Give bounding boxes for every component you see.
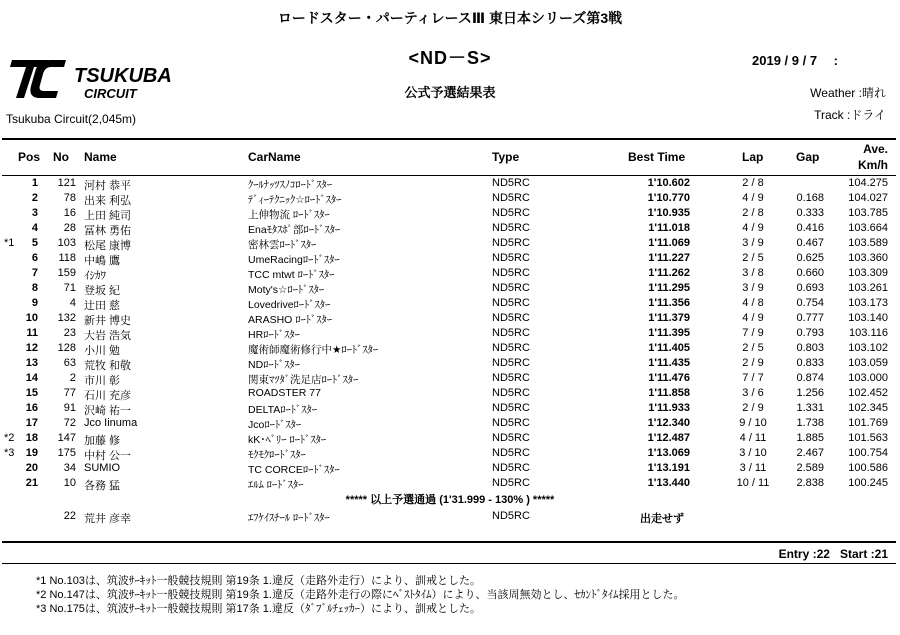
row-ave-speed: 103.664 bbox=[848, 222, 888, 234]
row-type: ND5RC bbox=[492, 432, 530, 444]
row-type: ND5RC bbox=[492, 462, 530, 474]
table-row bbox=[0, 342, 900, 357]
row-lap: 3 / 9 bbox=[742, 282, 764, 294]
row-name: 河村 恭平 bbox=[84, 180, 132, 192]
track-label: Track : bbox=[814, 108, 851, 122]
row-lap: 3 / 8 bbox=[742, 267, 764, 279]
row-ave-speed: 103.309 bbox=[848, 267, 888, 279]
row-name: 登坂 紀 bbox=[84, 285, 121, 297]
table-row bbox=[0, 297, 900, 312]
table-row bbox=[0, 462, 900, 477]
row-status: 出走せず bbox=[640, 513, 684, 525]
row-lap: 10 / 11 bbox=[736, 477, 770, 489]
row-gap: 0.833 bbox=[796, 357, 824, 369]
row-best-time: 1'12.340 bbox=[647, 417, 690, 429]
row-ave-speed: 102.452 bbox=[848, 387, 888, 399]
row-best-time: 1'11.356 bbox=[648, 297, 690, 309]
row-ave-speed: 104.027 bbox=[848, 192, 888, 204]
summary-top-rule bbox=[2, 541, 896, 543]
table-row bbox=[0, 372, 900, 387]
table-row bbox=[0, 312, 900, 327]
row-pos: 17 bbox=[25, 417, 38, 429]
row-best-time: 1'10.935 bbox=[647, 207, 690, 219]
row-name: 中嶋 鷹 bbox=[84, 255, 121, 267]
table-row bbox=[0, 207, 900, 222]
row-type: ND5RC bbox=[492, 177, 530, 189]
row-lap: 4 / 9 bbox=[742, 312, 764, 324]
table-row bbox=[0, 357, 900, 372]
track-info bbox=[814, 106, 886, 123]
row-pos: 10 bbox=[25, 312, 38, 324]
row-no: 34 bbox=[63, 462, 76, 474]
row-gap: 0.660 bbox=[796, 267, 824, 279]
row-pos: 2 bbox=[31, 192, 38, 204]
row-car: NDﾛｰﾄﾞｽﾀｰ bbox=[248, 359, 300, 371]
table-row bbox=[0, 192, 900, 207]
table-row bbox=[0, 177, 900, 192]
row-car: 密林雲ﾛｰﾄﾞｽﾀｰ bbox=[248, 239, 317, 251]
row-ave-speed: 100.754 bbox=[848, 447, 888, 459]
row-gap: 0.754 bbox=[796, 297, 824, 309]
row-car: ｴﾙﾑ ﾛｰﾄﾞｽﾀｰ bbox=[248, 479, 304, 491]
row-no: 72 bbox=[63, 417, 76, 429]
row-best-time: 1'11.395 bbox=[648, 327, 690, 339]
row-type: ND5RC bbox=[492, 510, 530, 522]
row-no: 159 bbox=[57, 267, 76, 279]
table-row bbox=[0, 432, 900, 447]
row-car: TCC mtwt ﾛｰﾄﾞｽﾀｰ bbox=[248, 269, 335, 281]
row-gap: 0.416 bbox=[796, 222, 824, 234]
row-no: 10 bbox=[63, 477, 76, 489]
row-ave-speed: 103.140 bbox=[848, 312, 888, 324]
row-car: UmeRacingﾛｰﾄﾞｽﾀｰ bbox=[248, 254, 340, 266]
row-pos: 6 bbox=[31, 252, 38, 264]
col-ave-unit: Km/h bbox=[858, 158, 888, 172]
row-lap: 2 / 9 bbox=[742, 357, 764, 369]
col-best-time: Best Time bbox=[628, 150, 686, 164]
row-type: ND5RC bbox=[492, 327, 530, 339]
row-car: Enaﾓﾀｽﾎﾟ部ﾛｰﾄﾞｽﾀｰ bbox=[248, 224, 341, 236]
row-car: 関東ﾏﾂﾀﾞ洗足店ﾛｰﾄﾞｽﾀｰ bbox=[248, 374, 359, 386]
row-no: 78 bbox=[63, 192, 76, 204]
row-lap: 3 / 11 bbox=[739, 462, 767, 474]
row-pos: 5 bbox=[31, 237, 38, 249]
col-pos: Pos bbox=[18, 150, 41, 164]
row-best-time: 1'11.227 bbox=[648, 252, 690, 264]
row-no: 103 bbox=[57, 237, 76, 249]
weather-value: 晴れ bbox=[861, 86, 886, 100]
row-type: ND5RC bbox=[492, 342, 530, 354]
col-lap: Lap bbox=[742, 150, 764, 164]
row-car: ﾃﾞｨｰﾃｸﾆｯｸ☆ﾛｰﾄﾞｽﾀｰ bbox=[248, 194, 342, 206]
row-pos: 9 bbox=[31, 297, 38, 309]
row-name: 出来 利弘 bbox=[84, 195, 132, 207]
weather-label: Weather : bbox=[810, 86, 862, 100]
row-no: 2 bbox=[69, 372, 76, 384]
row-type: ND5RC bbox=[492, 477, 530, 489]
row-type: ND5RC bbox=[492, 417, 530, 429]
qualify-cutoff-line: ***** 以上予選通過 (1'31.999 - 130% ) ***** bbox=[345, 494, 555, 506]
row-pos: 7 bbox=[31, 267, 38, 279]
table-row bbox=[0, 327, 900, 342]
row-type: ND5RC bbox=[492, 252, 530, 264]
row-gap: 1.256 bbox=[796, 387, 824, 399]
row-car: 魔術師魔術修行中★ﾛｰﾄﾞｽﾀｰ bbox=[248, 344, 379, 356]
row-gap: 0.803 bbox=[796, 342, 824, 354]
row-no: 71 bbox=[63, 282, 76, 294]
row-gap: 0.467 bbox=[796, 237, 824, 249]
row-name: 辻田 慈 bbox=[84, 300, 121, 312]
row-gap: 0.874 bbox=[796, 372, 824, 384]
col-no: No bbox=[53, 150, 69, 164]
row-car: HRﾛｰﾄﾞｽﾀｰ bbox=[248, 329, 300, 341]
row-car: kK･ﾍﾞﾘｰ ﾛｰﾄﾞｽﾀｰ bbox=[248, 434, 327, 446]
row-best-time: 1'13.191 bbox=[647, 462, 690, 474]
row-ave-speed: 103.000 bbox=[848, 372, 888, 384]
row-lap: 2 / 8 bbox=[742, 177, 764, 189]
row-lap: 9 / 10 bbox=[739, 417, 767, 429]
row-type: ND5RC bbox=[492, 282, 530, 294]
entry-summary bbox=[779, 547, 888, 561]
row-type: ND5RC bbox=[492, 237, 530, 249]
row-type: ND5RC bbox=[492, 447, 530, 459]
row-pos: 4 bbox=[31, 222, 38, 234]
row-name: 上田 純司 bbox=[84, 210, 132, 222]
row-ave-speed: 103.059 bbox=[848, 357, 888, 369]
row-pos: 19 bbox=[25, 447, 38, 459]
row-penalty-note: *2 bbox=[4, 432, 15, 444]
row-penalty-note: *1 bbox=[4, 237, 15, 249]
row-pos: 8 bbox=[31, 282, 38, 294]
row-ave-speed: 102.345 bbox=[848, 402, 888, 414]
row-no: 23 bbox=[63, 327, 76, 339]
row-lap: 2 / 9 bbox=[742, 402, 764, 414]
row-ave-speed: 103.785 bbox=[848, 207, 888, 219]
col-car: CarName bbox=[248, 150, 301, 164]
row-type: ND5RC bbox=[492, 372, 530, 384]
row-no: 16 bbox=[63, 207, 76, 219]
tc-logo-icon bbox=[8, 54, 208, 104]
row-ave-speed: 103.261 bbox=[848, 282, 888, 294]
row-ave-speed: 100.586 bbox=[848, 462, 888, 474]
row-name: Jco Iinuma bbox=[84, 417, 138, 429]
row-car: 上伸物流 ﾛｰﾄﾞｽﾀｰ bbox=[248, 209, 330, 221]
logo-text: TSUKUBA bbox=[74, 65, 172, 87]
row-car: Jcoﾛｰﾄﾞｽﾀｰ bbox=[248, 419, 302, 431]
row-type: ND5RC bbox=[492, 207, 530, 219]
col-gap: Gap bbox=[796, 150, 820, 164]
table-row bbox=[0, 282, 900, 297]
row-penalty-note: *3 bbox=[4, 447, 15, 459]
row-no: 63 bbox=[63, 357, 76, 369]
row-no: 128 bbox=[57, 342, 76, 354]
row-type: ND5RC bbox=[492, 267, 530, 279]
row-lap: 4 / 9 bbox=[742, 222, 764, 234]
row-car: ｴﾌｹｲｽﾁｰﾙ ﾛｰﾄﾞｽﾀｰ bbox=[248, 512, 330, 524]
row-name: 小川 勉 bbox=[84, 345, 121, 357]
row-pos: 21 bbox=[25, 477, 38, 489]
table-row bbox=[0, 447, 900, 462]
row-car: Moty's☆ﾛｰﾄﾞｽﾀｰ bbox=[248, 284, 325, 296]
row-name: 市川 彰 bbox=[84, 375, 121, 387]
row-gap: 1.885 bbox=[796, 432, 824, 444]
document-title: ロードスター・パーティレースⅢ 東日本シリーズ第3戦 bbox=[277, 10, 623, 26]
weather-info bbox=[810, 84, 886, 101]
row-lap: 7 / 9 bbox=[742, 327, 764, 339]
row-lap: 3 / 9 bbox=[742, 237, 764, 249]
row-pos: 18 bbox=[25, 432, 38, 444]
row-best-time: 1'11.295 bbox=[648, 282, 690, 294]
row-ave-speed: 100.245 bbox=[848, 477, 888, 489]
row-best-time: 1'11.933 bbox=[648, 402, 690, 414]
row-pos: 15 bbox=[25, 387, 38, 399]
document-subtitle: 公式予選結果表 bbox=[404, 85, 496, 100]
row-best-time: 1'11.262 bbox=[648, 267, 690, 279]
row-lap: 4 / 8 bbox=[742, 297, 764, 309]
row-lap: 4 / 9 bbox=[742, 192, 764, 204]
row-lap: 2 / 5 bbox=[742, 342, 764, 354]
row-pos: 14 bbox=[25, 372, 38, 384]
row-name: 冨林 勇佑 bbox=[84, 225, 132, 237]
footnote: *2 No.147は、筑波ｻｰｷｯﾄ一般競技規則 第19条 1.違反（走路外走行の際にﾍﾞｽﾄﾀｲﾑ）により、当該周無効とし、ｾｶﾝﾄﾞﾀｲﾑ採用とした。 bbox=[36, 589, 685, 601]
row-name: 松尾 康博 bbox=[84, 240, 132, 252]
row-gap: 0.333 bbox=[796, 207, 824, 219]
track-value: ドライ bbox=[850, 108, 886, 122]
row-no: 4 bbox=[69, 297, 76, 309]
summary-bottom-rule bbox=[2, 563, 896, 564]
row-no: 22 bbox=[63, 510, 76, 522]
row-no: 77 bbox=[63, 387, 76, 399]
footnote: *3 No.175は、筑波ｻｰｷｯﾄ一般競技規則 第17条 1.違反（ﾀﾞﾌﾞﾙﾁｪｯｶｰ）により、訓戒とした。 bbox=[36, 603, 481, 615]
circuit-name: Tsukuba Circuit(2,045m) bbox=[6, 112, 137, 126]
row-name: 荒井 彦幸 bbox=[84, 513, 132, 525]
row-best-time: 1'11.379 bbox=[648, 312, 690, 324]
row-pos: 1 bbox=[31, 177, 38, 189]
row-pos: 12 bbox=[25, 342, 38, 354]
row-name: 中村 公一 bbox=[84, 450, 132, 462]
col-ave: Ave. bbox=[863, 142, 888, 156]
row-lap: 4 / 11 bbox=[739, 432, 767, 444]
row-best-time: 1'10.770 bbox=[647, 192, 690, 204]
row-car: DELTAﾛｰﾄﾞｽﾀｰ bbox=[248, 404, 318, 416]
row-best-time: 1'11.018 bbox=[648, 222, 690, 234]
col-name: Name bbox=[84, 150, 117, 164]
row-type: ND5RC bbox=[492, 222, 530, 234]
start-count: Start :21 bbox=[839, 547, 888, 561]
row-best-time: 1'10.602 bbox=[647, 177, 690, 189]
table-row bbox=[0, 267, 900, 282]
logo-subtext: CIRCUIT bbox=[84, 86, 137, 101]
row-best-time: 1'12.487 bbox=[647, 432, 690, 444]
row-ave-speed: 103.102 bbox=[848, 342, 888, 354]
row-type: ND5RC bbox=[492, 357, 530, 369]
row-type: ND5RC bbox=[492, 312, 530, 324]
row-type: ND5RC bbox=[492, 297, 530, 309]
row-best-time: 1'11.858 bbox=[648, 387, 690, 399]
row-name: 荒牧 和敬 bbox=[84, 360, 132, 372]
row-gap: 0.777 bbox=[796, 312, 824, 324]
row-no: 132 bbox=[57, 312, 76, 324]
row-name: ｲｼｶﾜ bbox=[84, 270, 106, 282]
row-car: ﾓｸﾓｸﾛｰﾄﾞｽﾀｰ bbox=[248, 449, 306, 461]
row-no: 28 bbox=[63, 222, 76, 234]
row-ave-speed: 101.769 bbox=[848, 417, 888, 429]
row-ave-speed: 103.173 bbox=[848, 297, 888, 309]
row-car: TC CORCEﾛｰﾄﾞｽﾀｰ bbox=[248, 464, 340, 476]
col-type: Type bbox=[492, 150, 520, 164]
table-row bbox=[0, 417, 900, 432]
table-row bbox=[0, 387, 900, 402]
row-best-time: 1'13.440 bbox=[647, 477, 690, 489]
row-type: ND5RC bbox=[492, 402, 530, 414]
table-row bbox=[0, 402, 900, 417]
row-no: 121 bbox=[57, 177, 76, 189]
row-lap: 3 / 10 bbox=[739, 447, 767, 459]
row-name: 各務 猛 bbox=[84, 480, 121, 492]
row-best-time: 1'11.476 bbox=[648, 372, 690, 384]
row-ave-speed: 103.360 bbox=[848, 252, 888, 264]
table-row bbox=[0, 477, 900, 492]
table-row-dns bbox=[0, 510, 900, 525]
row-no: 91 bbox=[63, 402, 76, 414]
row-gap: 0.693 bbox=[796, 282, 824, 294]
class-name: <ND－S> bbox=[408, 48, 492, 68]
header-bottom-rule bbox=[2, 175, 896, 176]
row-best-time: 1'11.069 bbox=[648, 237, 690, 249]
row-lap: 3 / 6 bbox=[742, 387, 764, 399]
row-pos: 11 bbox=[26, 327, 38, 339]
row-ave-speed: 103.116 bbox=[849, 327, 888, 339]
row-best-time: 1'13.069 bbox=[647, 447, 690, 459]
table-row bbox=[0, 252, 900, 267]
row-car: ｸｰﾙﾅｯﾂｽﾉｺﾛｰﾄﾞｽﾀｰ bbox=[248, 179, 332, 191]
table-row bbox=[0, 237, 900, 252]
footnote: *1 No.103は、筑波ｻｰｷｯﾄ一般競技規則 第19条 1.違反（走路外走行）により、訓戒とした。 bbox=[36, 575, 481, 587]
row-gap: 1.738 bbox=[796, 417, 824, 429]
row-car: ARASHO ﾛｰﾄﾞｽﾀｰ bbox=[248, 314, 333, 326]
row-best-time: 1'11.405 bbox=[648, 342, 690, 354]
row-name: SUMIO bbox=[84, 462, 121, 474]
row-lap: 2 / 8 bbox=[742, 207, 764, 219]
row-no: 175 bbox=[57, 447, 76, 459]
row-type: ND5RC bbox=[492, 192, 530, 204]
row-no: 147 bbox=[57, 432, 76, 444]
row-name: 沢崎 祐一 bbox=[84, 405, 132, 417]
row-gap: 0.625 bbox=[796, 252, 824, 264]
row-type: ND5RC bbox=[492, 387, 530, 399]
entry-count: Entry :22 bbox=[778, 547, 830, 561]
row-no: 118 bbox=[58, 252, 76, 264]
row-pos: 16 bbox=[25, 402, 38, 414]
table-row bbox=[0, 222, 900, 237]
row-best-time: 1'11.435 bbox=[648, 357, 690, 369]
row-ave-speed: 104.275 bbox=[848, 177, 888, 189]
header-top-rule bbox=[2, 138, 896, 140]
row-gap: 2.589 bbox=[796, 462, 824, 474]
event-date: 2019 / 9 / 7 : bbox=[752, 53, 838, 68]
row-ave-speed: 103.589 bbox=[848, 237, 888, 249]
row-name: 加藤 修 bbox=[84, 435, 121, 447]
row-gap: 0.793 bbox=[796, 327, 824, 339]
row-pos: 13 bbox=[25, 357, 38, 369]
row-lap: 2 / 5 bbox=[742, 252, 764, 264]
row-gap: 2.838 bbox=[796, 477, 824, 489]
row-gap: 0.168 bbox=[796, 192, 824, 204]
row-pos: 3 bbox=[31, 207, 38, 219]
row-name: 大岩 浩気 bbox=[84, 330, 132, 342]
tsukuba-circuit-logo bbox=[8, 54, 208, 104]
row-gap: 2.467 bbox=[796, 447, 824, 459]
row-name: 石川 充彦 bbox=[84, 390, 132, 402]
row-car: Lovedriveﾛｰﾄﾞｽﾀｰ bbox=[248, 299, 331, 311]
row-name: 新井 博史 bbox=[84, 315, 132, 327]
row-gap: 1.331 bbox=[796, 402, 824, 414]
row-lap: 7 / 7 bbox=[742, 372, 764, 384]
row-ave-speed: 101.563 bbox=[848, 432, 888, 444]
row-car: ROADSTER 77 bbox=[248, 387, 321, 399]
row-pos: 20 bbox=[25, 462, 38, 474]
